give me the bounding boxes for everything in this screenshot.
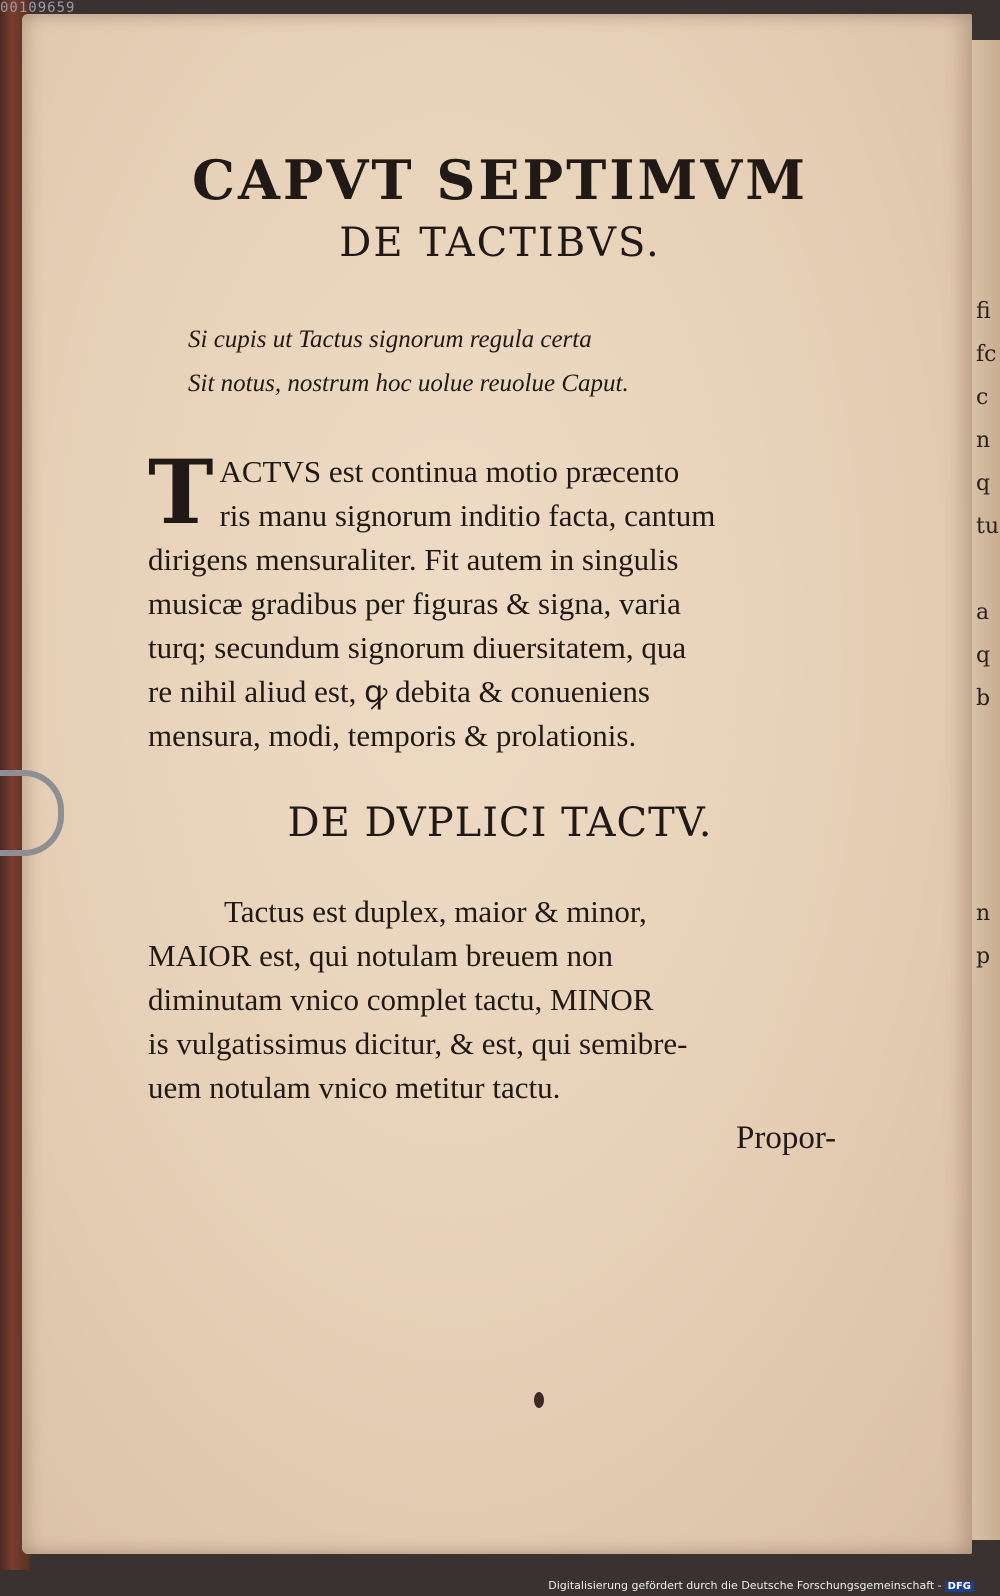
text-line: diminutam vnico complet tactu, MINOR xyxy=(148,982,654,1017)
text-line: turq; secundum signorum diuersitatem, qua xyxy=(148,630,687,665)
paragraph-tactus xyxy=(148,440,888,758)
verse-line: Sit notus, nostrum hoc uolue reuolue Caput. xyxy=(188,370,629,397)
text-line: uem notulam vnico metitur tactu. xyxy=(148,1070,561,1105)
verse-line: Si cupis ut Tactus signorum regula certa xyxy=(188,326,592,353)
scan-id: 00109659 xyxy=(0,0,76,16)
edge-letter: tu xyxy=(976,514,1000,539)
edge-letter: fc xyxy=(976,342,997,367)
edge-letter: p xyxy=(976,944,991,969)
edge-letter: c xyxy=(976,385,989,410)
text-line: musicæ gradibus per figuras & signa, varia xyxy=(148,586,681,621)
text-line: mensura, modi, temporis & prolationis. xyxy=(148,718,637,753)
text-line: Tactus est duplex, maior & minor, xyxy=(224,894,647,929)
dfg-logo: DFG xyxy=(945,1581,974,1592)
section-heading: DE DVPLICI TACTV. xyxy=(287,800,713,846)
edge-letter: b xyxy=(976,686,991,711)
chapter-subtitle: DE TACTIBVS. xyxy=(339,220,661,266)
text-line: re nihil aliud est, ꝙ debita & conueniens xyxy=(148,674,650,709)
paragraph-duplex xyxy=(148,890,888,1110)
text-line: dirigens mensuraliter. Fit autem in singulis xyxy=(148,542,679,577)
ink-mark xyxy=(534,1392,544,1408)
edge-letter: n xyxy=(976,428,991,453)
edge-letter: q xyxy=(976,643,991,668)
edge-letter: a xyxy=(976,600,990,625)
catchword: Propor- xyxy=(736,1120,837,1156)
text-line: ris manu signorum inditio facta, cantum xyxy=(219,498,716,533)
edge-letter: q xyxy=(976,471,991,496)
next-page-letters xyxy=(976,290,1000,978)
text-line: MAIOR est, qui notulam breuem non xyxy=(148,938,613,973)
drop-cap: T xyxy=(148,440,214,544)
edge-letter: n xyxy=(976,901,991,926)
text-line: is vulgatissimus dicitur, & est, qui semibre- xyxy=(148,1026,688,1061)
digitization-credit xyxy=(548,1579,974,1592)
text-line: ACTVS est continua motio præcento xyxy=(219,454,680,489)
edge-letter: fi xyxy=(976,299,991,324)
credit-text: Digitalisierung gefördert durch die Deutsche Forschungsgemeinschaft - xyxy=(548,1579,942,1592)
chapter-title: CAPVT SEPTIMVM xyxy=(191,148,808,212)
